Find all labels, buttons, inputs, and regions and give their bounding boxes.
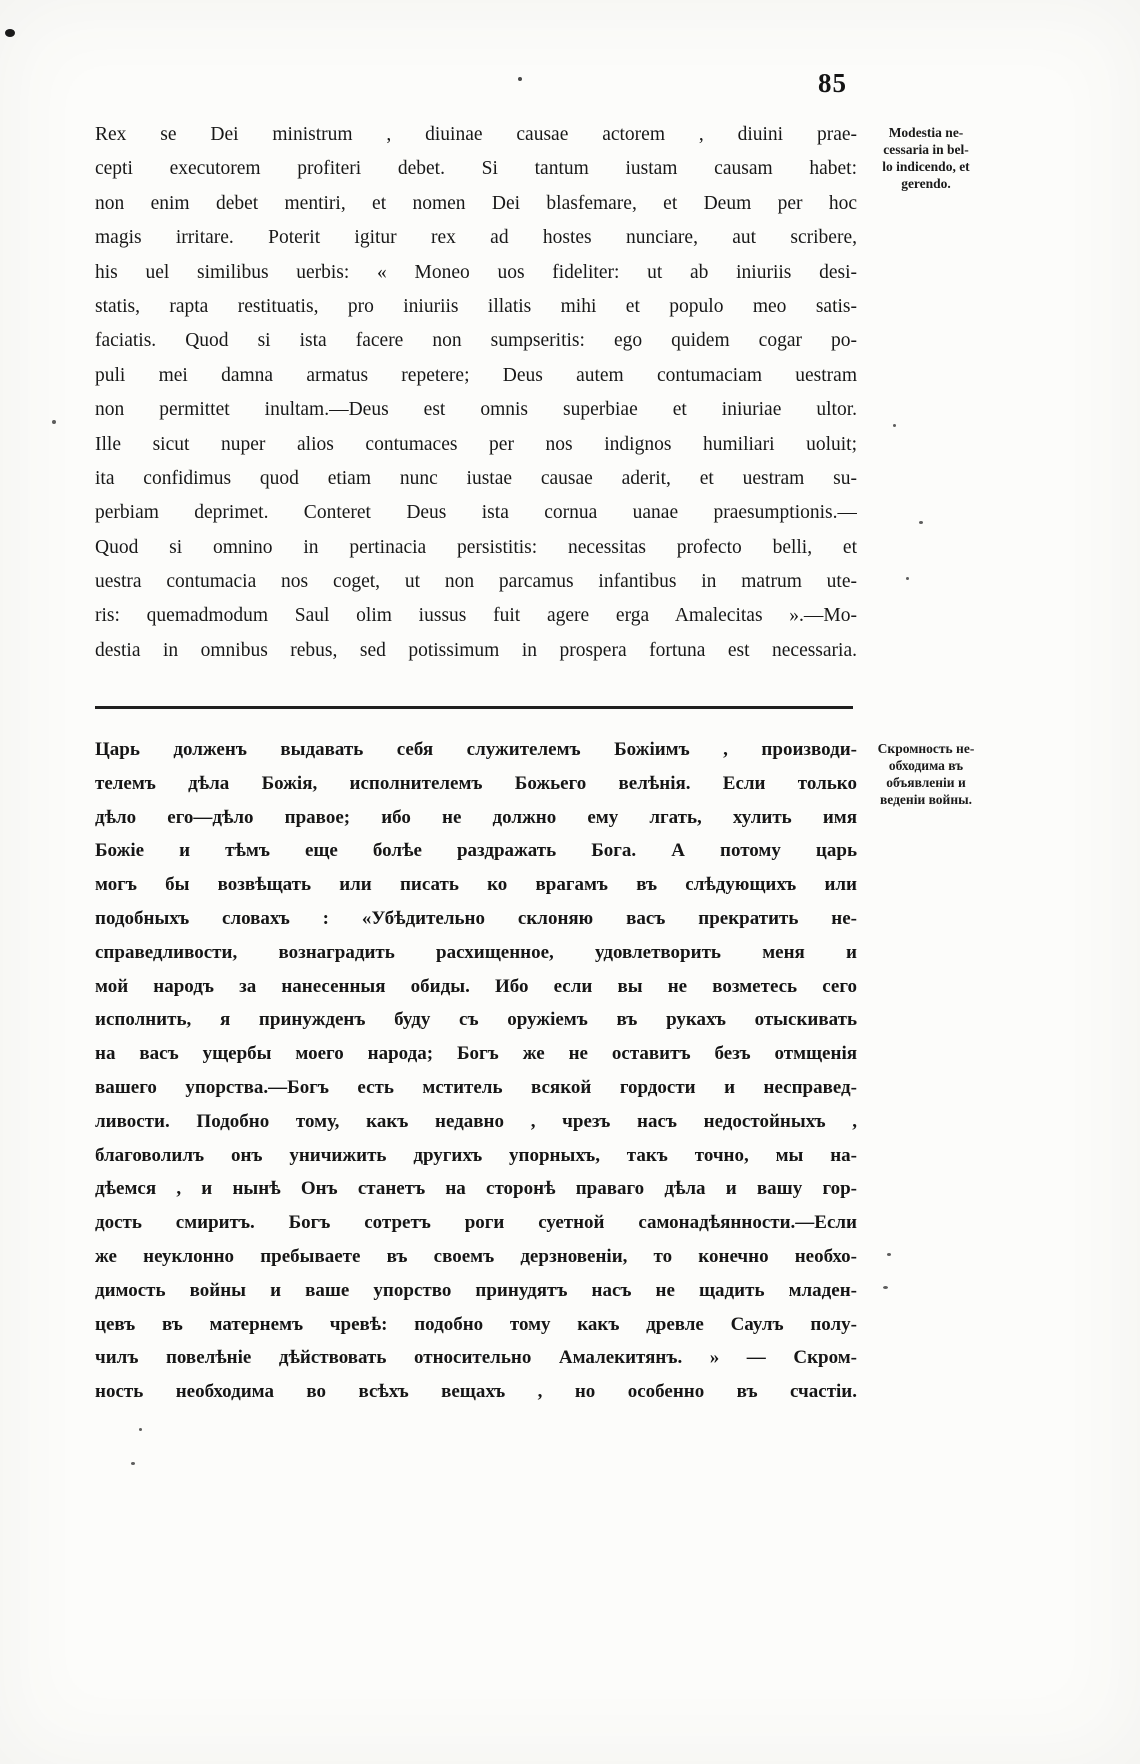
text-line: подобныхъ словахъ : «Убѣдительно склоняю васъ прекратить не- bbox=[95, 907, 857, 929]
latin-text-block bbox=[95, 118, 857, 668]
text-line: дѣемся , и нынѣ Онъ станетъ на сторонѣ праваго дѣла и вашу гор- bbox=[95, 1178, 857, 1200]
text-line: Скромность не- bbox=[877, 741, 975, 756]
text-line: Rex se Dei ministrum , diuinae causae actorem , diuini prae- bbox=[95, 124, 857, 145]
text-line: Царь долженъ выдавать себя служителемъ Божіимъ , производи- bbox=[95, 739, 857, 760]
text-line: faciatis. Quod si ista facere non sumpseritis: ego quidem cogar po- bbox=[95, 330, 857, 352]
text-line: Modestia ne- bbox=[888, 125, 964, 140]
text-line: мой народъ за нанесенныя обиды. Ибо если вы не возметесь сего bbox=[95, 975, 857, 997]
text-line: his uel similibus uerbis: « Moneo uos fideliter: ut ab iniuriis desi- bbox=[95, 261, 857, 283]
latin-margin-note bbox=[860, 124, 992, 192]
text-line: destia in omnibus rebus, sed potissimum in prospera fortuna est necessaria. bbox=[95, 639, 857, 661]
text-line: же неуклонно пребываете въ своемъ дерзновеніи, то конечно необхо- bbox=[95, 1245, 857, 1267]
scan-speck bbox=[139, 1428, 142, 1431]
text-line: puli mei damna armatus repetere; Deus autem contumaciam uestram bbox=[95, 364, 857, 386]
russian-text-block bbox=[95, 733, 857, 1409]
scan-speck bbox=[919, 521, 923, 524]
text-line: gerendo. bbox=[901, 176, 951, 191]
text-line: димость войны и ваше упорство принудятъ насъ не щадить младен- bbox=[95, 1279, 857, 1301]
scan-speck bbox=[131, 1462, 135, 1465]
text-line: Божіе и тѣмъ еще болѣе раздражать Бога. А потому царь bbox=[95, 840, 857, 862]
text-line: uestra contumacia nos coget, ut non parcamus infantibus in matrum ute- bbox=[95, 571, 857, 593]
text-line: чилъ повелѣніе дѣйствовать относительно Амалекитянъ. » — Скром- bbox=[95, 1347, 857, 1369]
text-line: телемъ дѣла Божія, исполнителемъ Божьего велѣнія. Если только bbox=[95, 772, 857, 794]
text-line: исполнить, я принужденъ буду съ оружіемъ въ рукахъ отыскивать bbox=[95, 1009, 857, 1031]
text-line: дѣло его—дѣло правое; ибо не должно ему лгать, хулить имя bbox=[95, 806, 857, 828]
scan-speck bbox=[883, 1286, 888, 1289]
text-line: non permittet inultam.—Deus est omnis superbiae et iniuriae ultor. bbox=[95, 399, 857, 421]
text-line: Ille sicut nuper alios contumaces per nos indignos humiliari uoluit; bbox=[95, 433, 857, 455]
text-line: объявленіи и bbox=[886, 775, 966, 790]
scan-speck bbox=[518, 77, 522, 81]
text-line: ливости. Подобно тому, какъ недавно , чрезъ насъ недостойныхъ , bbox=[95, 1110, 857, 1132]
section-divider-rule bbox=[95, 706, 853, 709]
scan-speck bbox=[52, 420, 56, 424]
text-line: на васъ ущербы моего народа; Богъ же не оставитъ безъ отмщенія bbox=[95, 1043, 857, 1065]
text-line: благоволилъ онъ уничижить другихъ упорныхъ, такъ точно, мы на- bbox=[95, 1144, 857, 1166]
scan-speck bbox=[893, 424, 896, 427]
scan-speck bbox=[5, 29, 15, 37]
text-line: lo indicendo, et bbox=[882, 159, 970, 174]
text-line: magis irritare. Poterit igitur rex ad hostes nunciare, aut scribere, bbox=[95, 227, 857, 249]
text-line: ность необходима во всѣхъ вещахъ , но особенно въ счастіи. bbox=[95, 1381, 857, 1403]
page-number: 85 bbox=[818, 68, 847, 98]
text-line: цевъ въ матернемъ чревѣ: подобно тому какъ древле Саулъ полу- bbox=[95, 1313, 857, 1335]
text-line: cessaria in bel- bbox=[883, 142, 969, 157]
text-line: справедливости, вознаградить расхищенное, удовлетворить меня и bbox=[95, 941, 857, 963]
text-line: ita confidimus quod etiam nunc iustae causae aderit, et uestram su- bbox=[95, 467, 857, 489]
text-line: могъ бы возвѣщать или писать ко врагамъ въ слѣдующихъ или bbox=[95, 874, 857, 896]
scan-speck bbox=[906, 577, 909, 580]
text-line: non enim debet mentiri, et nomen Dei blasfemare, et Deum per hoc bbox=[95, 192, 857, 214]
text-line: cepti executorem profiteri debet. Si tantum iustam causam habet: bbox=[95, 158, 857, 180]
scan-speck bbox=[887, 1253, 891, 1256]
text-line: вашего упорства.—Богъ есть мститель всякой гордости и несправед- bbox=[95, 1076, 857, 1098]
text-line: perbiam deprimet. Conteret Deus ista cornua uanae praesumptionis.— bbox=[95, 502, 857, 524]
russian-margin-note bbox=[860, 740, 992, 808]
text-line: веденіи войны. bbox=[879, 792, 973, 807]
text-line: Quod si omnino in pertinacia persistitis: necessitas profecto belli, et bbox=[95, 536, 857, 558]
text-line: ris: quemadmodum Saul olim iussus fuit agere erga Amalecitas ».—Mo- bbox=[95, 605, 857, 627]
text-line: statis, rapta restituatis, pro iniuriis illatis mihi et populo meo satis- bbox=[95, 295, 857, 317]
text-line: обходима въ bbox=[888, 758, 964, 773]
text-line: дость смиритъ. Богъ сотретъ роги суетной самонадѣянности.—Если bbox=[95, 1212, 857, 1234]
